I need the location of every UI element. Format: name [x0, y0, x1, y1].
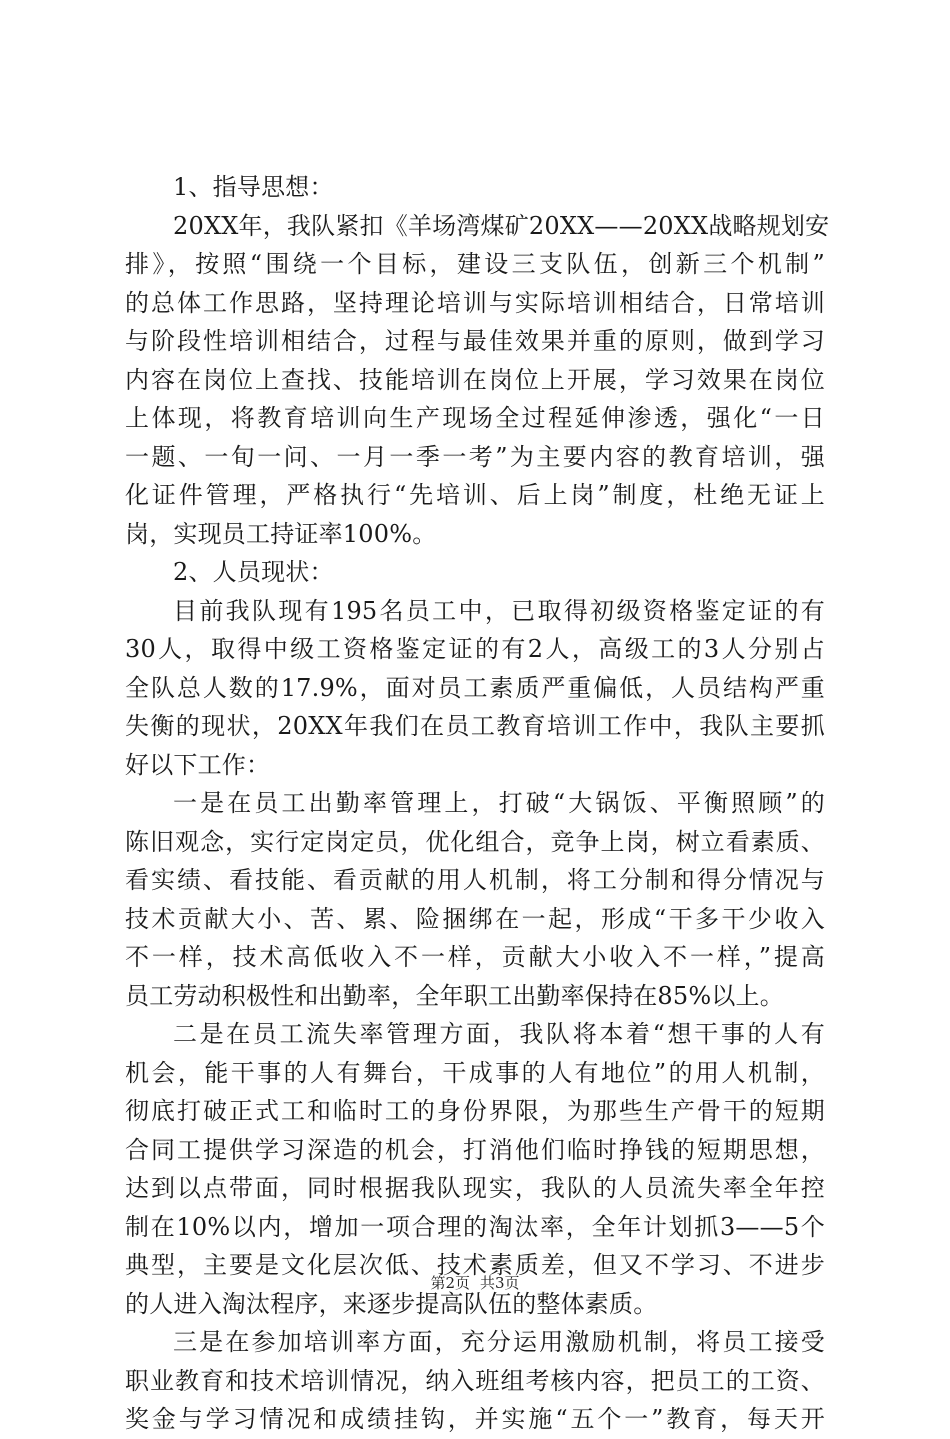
- paragraph-line: 一题、一旬一问、一月一季一考”为主要内容的教育培训，强: [125, 442, 825, 471]
- paragraph-line: 机会，能干事的人有舞台，干成事的人有地位”的用人机制，: [125, 1058, 825, 1087]
- paragraph-line: 内容在岗位上查找、技能培训在岗位上开展，学习效果在岗位: [125, 365, 825, 394]
- paragraph-line: 好以下工作：: [125, 750, 271, 779]
- paragraph-line: 达到以点带面，同时根据我队现实，我队的人员流失率全年控: [125, 1174, 825, 1202]
- paragraph-line: 员工劳动积极性和出勤率，全年职工出勤率保持在85%以上。: [125, 981, 784, 1010]
- paragraph-line: 奖金与学习情况和成绩挂钩，并实施“五个一”教育，每天开: [125, 1405, 825, 1433]
- paragraph-line: 与阶段性培训相结合，过程与最佳效果并重的原则，做到学习: [125, 327, 825, 355]
- section-heading-guiding-thought: 1、指导思想：: [173, 173, 334, 201]
- paragraph-line: 陈旧观念，实行定岗定员，优化组合，竞争上岗，树立看素质、: [125, 827, 825, 856]
- paragraph-line: 制在10%以内，增加一项合理的淘汰率，全年计划抓3——5个: [125, 1212, 825, 1241]
- paragraph-line: 化证件管理，严格执行“先培训、后上岗”制度，杜绝无证上: [125, 481, 825, 509]
- paragraph-line: 职业教育和技术培训情况，纳入班组考核内容，把员工的工资、: [125, 1366, 825, 1395]
- page-number: 第2页: [430, 1274, 470, 1292]
- section-heading-staff-status: 2、人员现状：: [173, 558, 334, 586]
- paragraph-line: 典型，主要是文化层次低、技术素质差，但又不学习、不进步: [125, 1251, 825, 1279]
- page-total: 共3页: [480, 1274, 520, 1292]
- paragraph-line: 排》，按照“围绕一个目标，建设三支队伍，创新三个机制”: [125, 250, 825, 278]
- paragraph-line: 看实绩、看技能、看贡献的用人机制，将工分制和得分情况与: [125, 866, 825, 894]
- paragraph-line: 一是在员工出勤率管理上，打破“大锅饭、平衡照顾”的: [173, 789, 825, 817]
- page-footer: [0, 1272, 950, 1293]
- paragraph-line: 三是在参加培训率方面，充分运用激励机制，将员工接受: [173, 1328, 825, 1356]
- paragraph-line: 目前我队现有195名员工中，已取得初级资格鉴定证的有: [173, 596, 825, 625]
- paragraph-line: 二是在员工流失率管理方面，我队将本着“想干事的人有: [173, 1020, 825, 1048]
- paragraph-line: 全队总人数的17.9%，面对员工素质严重偏低，人员结构严重: [125, 673, 825, 702]
- paragraph-line: 失衡的现状，20XX年我们在员工教育培训工作中，我队主要抓: [125, 712, 825, 740]
- document-body: [125, 168, 830, 1439]
- paragraph-line: 彻底打破正式工和临时工的身份界限，为那些生产骨干的短期: [125, 1097, 825, 1125]
- paragraph-line: 20XX年，我队紧扣《羊场湾煤矿20XX——20XX战略规划安: [173, 211, 830, 240]
- paragraph-line: 岗，实现员工持证率100%。: [125, 519, 437, 548]
- paragraph-line: 30人，取得中级工资格鉴定证的有2人，高级工的3人分别占: [125, 635, 825, 663]
- paragraph-line: 技术贡献大小、苦、累、险捆绑在一起，形成“干多干少收入: [125, 904, 825, 933]
- paragraph-line: 的总体工作思路，坚持理论培训与实际培训相结合，日常培训: [125, 288, 825, 317]
- paragraph-line: 合同工提供学习深造的机会，打消他们临时挣钱的短期思想，: [125, 1135, 825, 1164]
- paragraph-line: 不一样，技术高低收入不一样，贡献大小收入不一样，”提高: [125, 943, 825, 971]
- paragraph-line: 上体现，将教育培训向生产现场全过程延伸渗透，强化“一日: [125, 404, 825, 432]
- paragraph-line: 的人进入淘汰程序，来逐步提高队伍的整体素质。: [125, 1289, 658, 1318]
